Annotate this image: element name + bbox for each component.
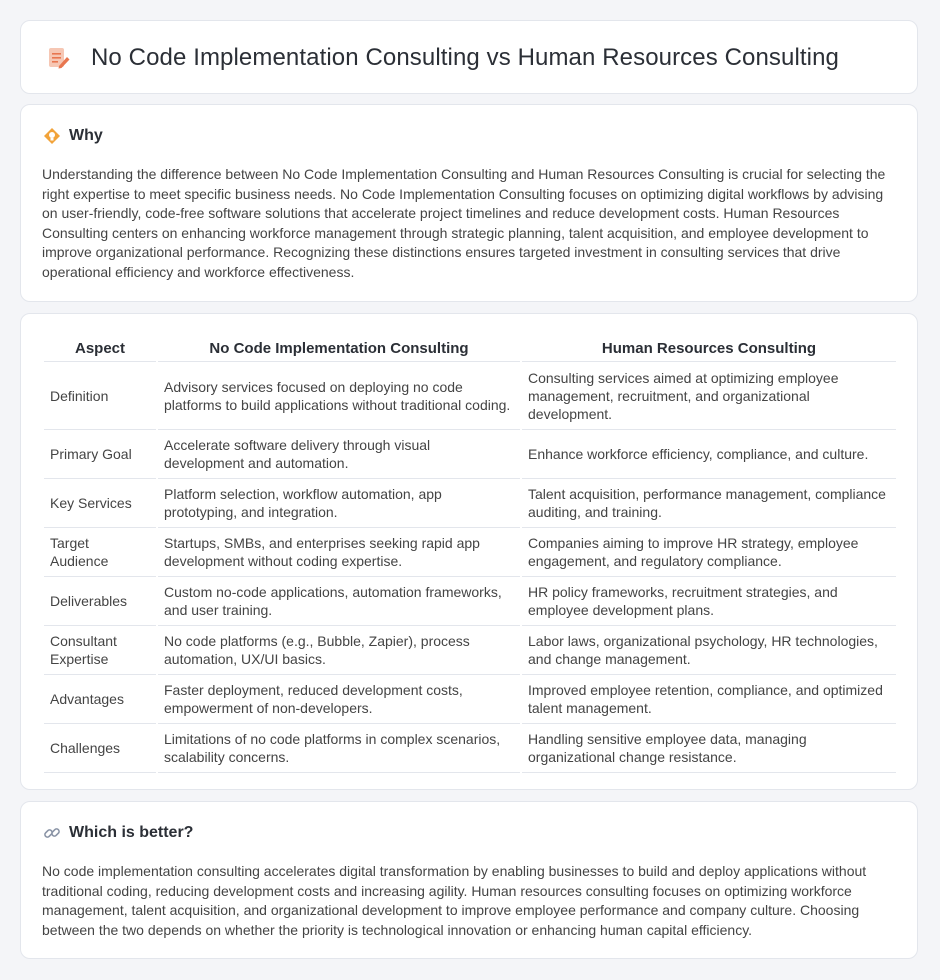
table-row [44, 362, 896, 430]
table-row [44, 430, 896, 479]
row-aspect: Challenges [44, 724, 156, 773]
table-row [44, 528, 896, 577]
title-row [45, 21, 839, 95]
row-hr: Handling sensitive employee data, managing organizational change resistance. [522, 724, 896, 773]
row-aspect: Target Audience [44, 528, 156, 577]
row-aspect: Advantages [44, 675, 156, 724]
page-title: No Code Implementation Consulting vs Human Resources Consulting [91, 44, 840, 71]
row-no-code: Platform selection, workflow automation, app prototyping, and integration. [158, 479, 520, 528]
row-hr: Enhance workforce efficiency, compliance, and culture. [522, 430, 896, 479]
table-row [44, 724, 896, 773]
header-hr: Human Resources Consulting [522, 332, 896, 362]
row-aspect: Primary Goal [44, 430, 156, 479]
header-no-code: No Code Implementation Consulting [158, 332, 520, 362]
row-hr: Talent acquisition, performance management, compliance auditing, and training. [522, 479, 896, 528]
why-heading-row [43, 127, 103, 145]
header-aspect: Aspect [44, 332, 156, 362]
table-header-row [44, 332, 896, 362]
comparison-table [42, 332, 898, 773]
why-section [20, 104, 918, 302]
row-aspect: Consultant Expertise [44, 626, 156, 675]
link-icon [43, 824, 61, 842]
row-no-code: Limitations of no code platforms in complex scenarios, scalability concerns. [158, 724, 520, 773]
table-row [44, 675, 896, 724]
why-heading: Why [69, 127, 103, 144]
better-text: No code implementation consulting accelerates digital transformation by enabling businesses to build and deploy applications without traditional coding, reducing development costs and increasing agility. Human resources consulting focuses on optimizing workforce management, talent acquisition, and organizational development to improve employee performance and company culture. Choosing between the two depends on whether the priority is technological innovation or enhancing human capital efficiency. [42, 863, 867, 938]
row-no-code: Accelerate software delivery through visual development and automation. [158, 430, 520, 479]
row-hr: Consulting services aimed at optimizing employee management, recruitment, and organizational development. [522, 362, 896, 430]
comparison-section [20, 313, 918, 790]
better-heading: Which is better? [69, 824, 194, 841]
row-no-code: No code platforms (e.g., Bubble, Zapier), process automation, UX/UI basics. [158, 626, 520, 675]
row-no-code: Faster deployment, reduced development costs, empowerment of non-developers. [158, 675, 520, 724]
table-row [44, 626, 896, 675]
better-heading-row [43, 824, 193, 842]
title-card [20, 20, 918, 94]
row-no-code: Startups, SMBs, and enterprises seeking rapid app development without coding expertise. [158, 528, 520, 577]
lightbulb-icon [43, 127, 61, 145]
which-better-section [20, 801, 918, 959]
row-hr: Companies aiming to improve HR strategy, employee engagement, and regulatory compliance. [522, 528, 896, 577]
row-no-code: Custom no-code applications, automation frameworks, and user training. [158, 577, 520, 626]
row-aspect: Key Services [44, 479, 156, 528]
table-row [44, 577, 896, 626]
table-row [44, 479, 896, 528]
row-no-code: Advisory services focused on deploying no code platforms to build applications without traditional coding. [158, 362, 520, 430]
row-hr: Labor laws, organizational psychology, HR technologies, and change management. [522, 626, 896, 675]
row-hr: Improved employee retention, compliance, and optimized talent management. [522, 675, 896, 724]
row-aspect: Definition [44, 362, 156, 430]
row-aspect: Deliverables [44, 577, 156, 626]
document-edit-icon [45, 45, 71, 71]
row-hr: HR policy frameworks, recruitment strategies, and employee development plans. [522, 577, 896, 626]
why-text: Understanding the difference between No Code Implementation Consulting and Human Resources Consulting is crucial for selecting the right expertise to meet specific business needs. No Code Implementation Consulting focuses on optimizing digital workflows by advising on user-friendly, code-free software solutions that accelerate project timelines and reduce development costs. Human Resources Consulting centers on enhancing workforce management through strategic planning, talent acquisition, and employee development to improve organizational performance. Recognizing these distinctions ensures targeted investment in consulting services that drive operational efficiency and workforce effectiveness. [42, 166, 886, 280]
